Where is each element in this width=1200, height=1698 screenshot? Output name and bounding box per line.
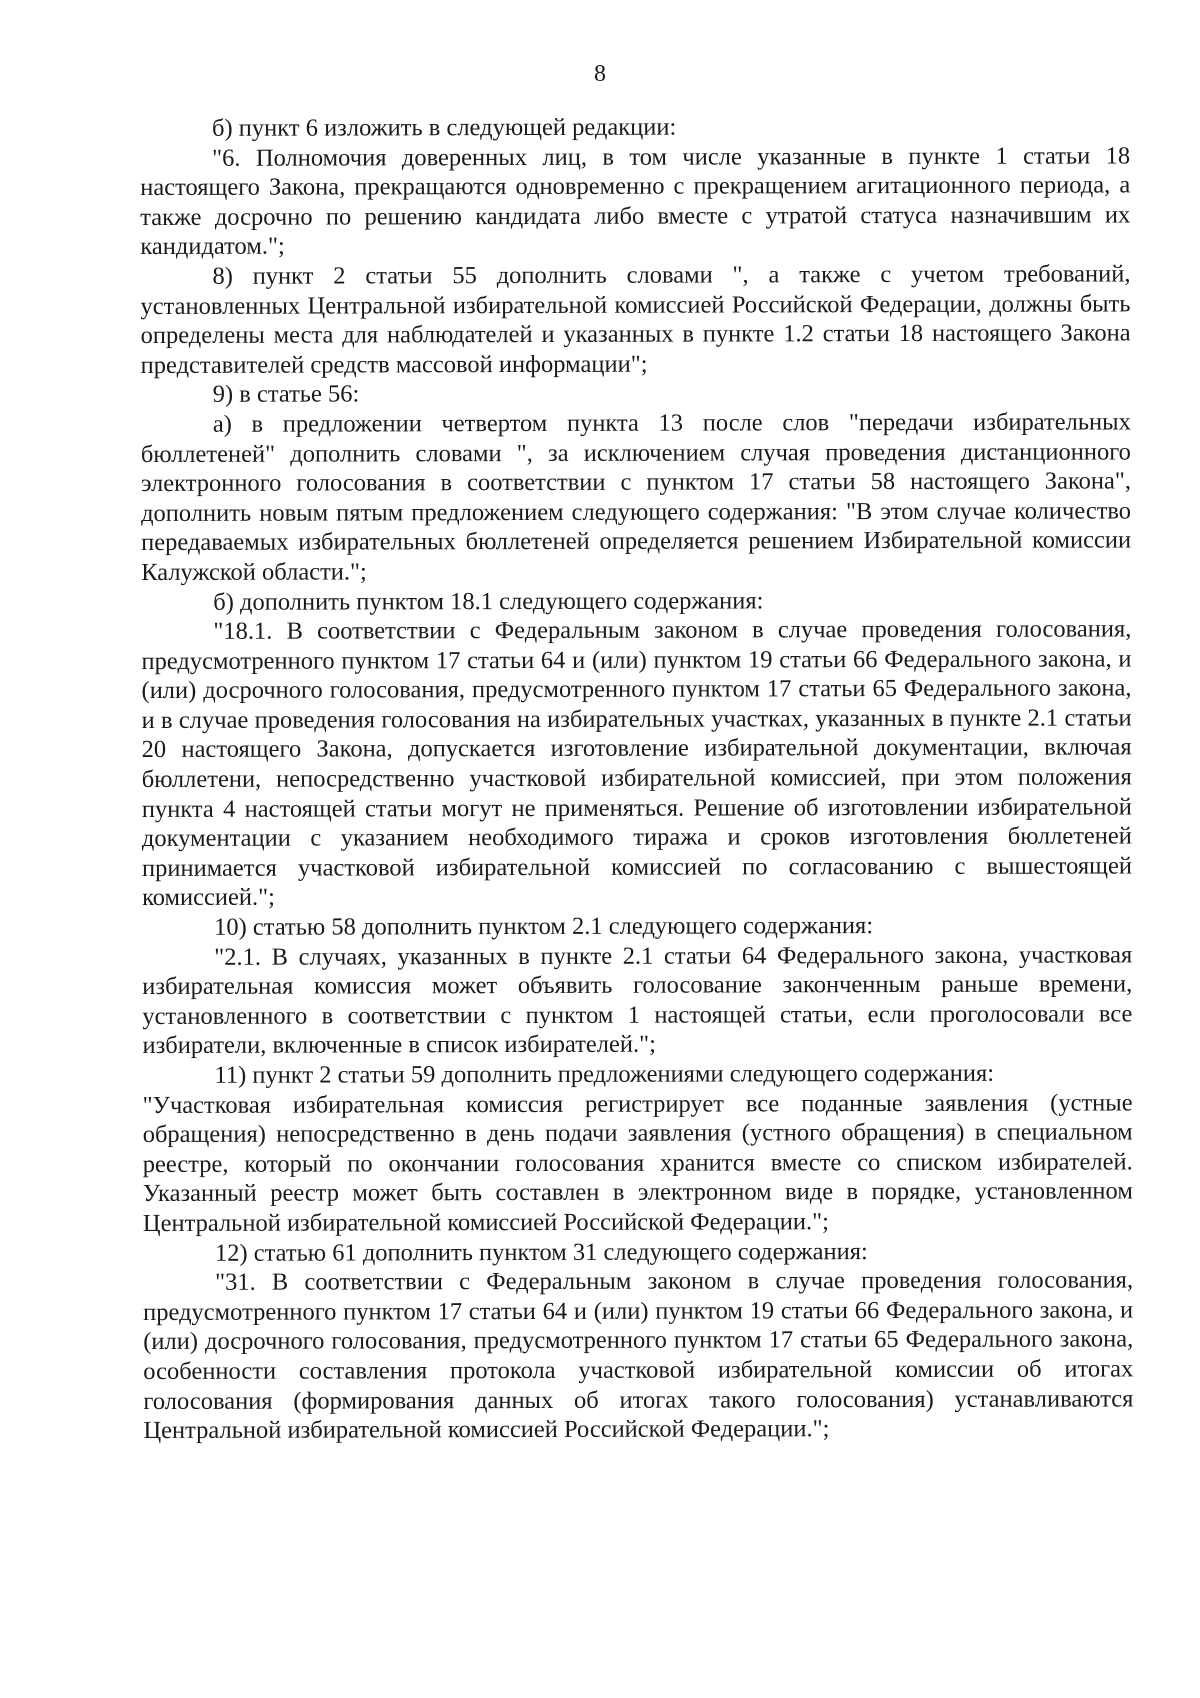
- paragraph-point-2-1-text: "2.1. В случаях, указанных в пункте 2.1 статьи 64 Федерального закона, участковая избирательная комиссия может объявить голосование законченным раньше времени, установленного в соответствии с пунктом 1 настоящей статьи, если проголосовали все избиратели, включенные в список избирателей.";: [142, 941, 1133, 1060]
- paragraph-10-article-58: 10) статью 58 дополнить пунктом 2.1 следующего содержания:: [214, 912, 874, 941]
- paragraph-point-31-text: "31. В соответствии с Федеральным законом в случае проведения голосования, предусмотренного пунктом 17 статьи 64 и (или) пунктом 19 статьи 66 Федерального закона, и (или) досрочного голосования, предусмотренного пунктом 17 статьи 65 Федерального закона, особенности составления протокола участковой избирательной комиссии об итогах голосования (формирования данных об итогах такого голосования) устанавливаются Центральной избирательной комиссией Российской Федерации.";: [143, 1266, 1134, 1445]
- paragraph-point-18-1-text: "18.1. В соответствии с Федеральным законом в случае проведения голосования, предусмотренного пунктом 17 статьи 64 и (или) пунктом 19 статьи 66 Федерального закона, и (или) досрочного голосования, предусмотренного пунктом 17 статьи 65 Федерального закона, и в случае проведения голосования на избирательных участках, указанных в пункте 2.1 статьи 20 настоящего Закона, допускается изготовление избирательной документации, включая бюллетени, непосредственно участковой избирательной комиссией, при этом положения пункта 4 настоящей статьи могут не применяться. Решение об изготовлении избирательной документации с указанием необходимого тиража и сроков изготовления бюллетеней принимается участковой избирательной комиссией по согласованию с вышестоящей комиссией.";: [141, 615, 1133, 912]
- page-number: 8: [594, 61, 606, 87]
- paragraph-11-article-59: 11) пункт 2 статьи 59 дополнить предложениями следующего содержания:: [214, 1059, 995, 1089]
- paragraph-b-point-6: б) пункт 6 изложить в следующей редакции:: [212, 113, 677, 142]
- paragraph-b-point-18-1: б) дополнить пунктом 18.1 следующего содержания:: [213, 586, 764, 616]
- paragraph-point-6-text: "6. Полномочия доверенных лиц, в том числе указанные в пункте 1 статьи 18 настоящего Закона, прекращаются одновременно с прекращением агитационного периода, а также досрочно по решению кандидата либо вместе с утратой статуса назначившим их кандидатом.";: [140, 142, 1131, 261]
- paragraph-8-article-55: 8) пункт 2 статьи 55 дополнить словами ", а также с учетом требований, установленных Центральной избирательной комиссией Российской Федерации, должны быть определены места для наблюдателей и указанных в пункте 1.2 статьи 18 настоящего Закона представителей средств массовой информации";: [140, 260, 1131, 379]
- paragraph-9-article-56: 9) в статье 56:: [212, 380, 360, 409]
- paragraph-a-point-13: а) в предложении четвертом пункта 13 после слов "передачи избирательных бюллетеней" дополнить словами ", за исключением случая проведения дистанционного электронного голосования в соответствии с пунктом 17 статьи 58 настоящего Закона", дополнить новым пятым предложением следующего содержания: "В этом случае количество передаваемых избирательных бюллетеней определяется решением Избирательной комиссии Калужской области.";: [140, 408, 1132, 586]
- paragraph-12-article-61: 12) статью 61 дополнить пунктом 31 следующего содержания:: [214, 1237, 868, 1267]
- paragraph-article-59-text: "Участковая избирательная комиссия регистрирует все поданные заявления (устные обращения) непосредственно в день подачи заявления (устного обращения) в специальном реестре, который по окончании голосования хранится вместе со списком избирателей. Указанный реестр может быть составлен в электронном виде в порядке, установленном Центральной избирательной комиссией Российской Федерации.";: [142, 1088, 1133, 1237]
- document-body: [140, 111, 1133, 1445]
